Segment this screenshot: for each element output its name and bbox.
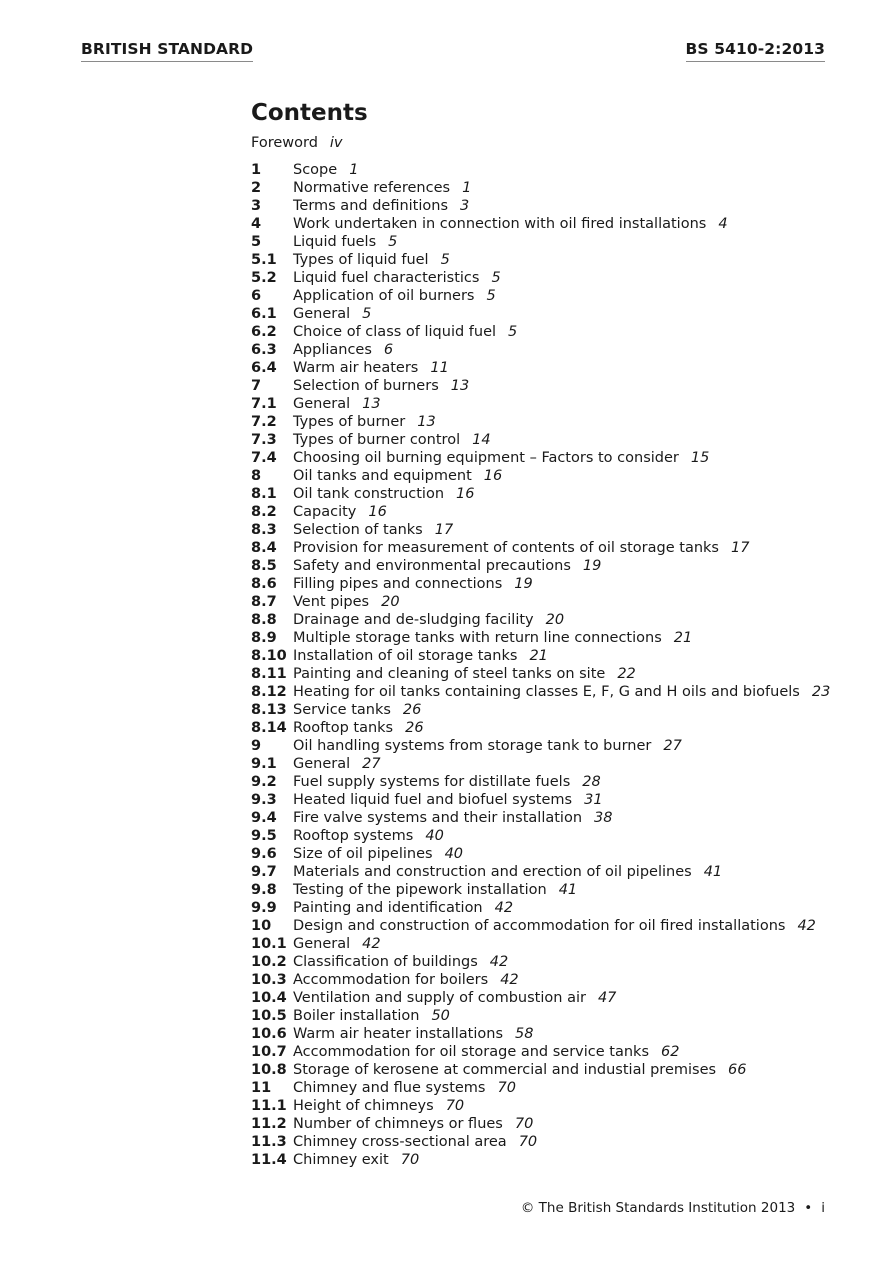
toc-entry-number: 10.3 [251,972,287,988]
toc-entry-title: Liquid fuel characteristics [293,270,480,286]
toc-entry-page: 5 [388,234,398,250]
toc-entry-title: Capacity [293,504,357,520]
toc-entry[interactable] [251,827,851,845]
toc-entry-number: 6.2 [251,324,277,340]
toc-entry-number: 8.13 [251,702,287,718]
toc-entry-page: 26 [405,720,424,736]
toc-entry[interactable] [251,1151,851,1169]
toc-entry-number: 7.3 [251,432,277,448]
toc-entry-title: Fire valve systems and their installation [293,810,583,826]
footer-bullet: • [804,1200,813,1216]
toc-entry[interactable] [251,503,851,521]
toc-entry-page: 3 [460,198,470,214]
toc-entry-number: 3 [251,198,262,214]
toc-entry-page: 41 [558,882,578,898]
toc-entry-number: 4 [251,216,262,232]
toc-entry[interactable] [251,1133,851,1151]
toc-entry[interactable] [251,287,851,305]
toc-entry-page: 4 [718,216,728,232]
toc-entry-page: 42 [494,900,514,916]
toc-entry[interactable] [251,161,851,179]
toc-entry[interactable] [251,395,851,413]
toc-foreword-page: iv [329,135,343,151]
toc-entry-page: 70 [518,1134,538,1150]
toc-entry-title: Types of burner control [293,432,461,448]
toc-entry[interactable] [251,413,851,431]
toc-entry-page: 16 [368,504,387,520]
toc-entry-title: Choosing oil burning equipment – Factors to consider [293,450,679,466]
toc-entry-number: 6 [251,288,262,304]
toc-entry-number: 6.3 [251,342,277,358]
toc-entry-title: Height of chimneys [293,1098,434,1114]
footer-copyright: © The British Standards Institution 2013 [520,1200,796,1216]
toc-entry-number: 9.7 [251,864,277,880]
toc-entry-number: 10.5 [251,1008,287,1024]
toc-entry-number: 7.4 [251,450,277,466]
toc-entry-title: Selection of tanks [293,522,423,538]
toc-foreword-label: Foreword [251,135,318,151]
toc-entry-title: Painting and cleaning of steel tanks on site [293,666,606,682]
toc-entry-page: 13 [450,378,470,394]
toc-entry-page: 17 [434,522,454,538]
toc-entry-number: 8.1 [251,486,277,502]
toc-entry-number: 10.6 [251,1026,287,1042]
toc-entry[interactable] [251,1043,851,1061]
toc-entry[interactable] [251,557,851,575]
toc-entry-page: 42 [362,936,381,952]
toc-entry-number: 11.3 [251,1134,287,1150]
toc-entry-title: Chimney cross-sectional area [293,1134,507,1150]
toc-entry-page: 21 [529,648,548,664]
toc-entry-title: Number of chimneys or flues [293,1116,503,1132]
toc-list [251,161,851,1169]
toc-entry-number: 9.8 [251,882,277,898]
toc-entry-page: 5 [362,306,372,322]
toc-entry-title: Accommodation for boilers [293,972,489,988]
toc-entry[interactable] [251,989,851,1007]
toc-entry-page: 50 [431,1008,450,1024]
page-footer [521,1199,825,1217]
toc-entry[interactable] [251,737,851,755]
header-document-number: BS 5410-2:2013 [686,40,825,62]
toc-entry-title: Testing of the pipework installation [293,882,547,898]
toc-entry[interactable] [251,215,851,233]
toc-entry-title: Types of liquid fuel [293,252,429,268]
toc-entry-title: Liquid fuels [293,234,377,250]
toc-entry[interactable] [251,971,851,989]
toc-entry-number: 8.9 [251,630,277,646]
toc-entry[interactable] [251,1097,851,1115]
toc-entry-page: 19 [582,558,602,574]
toc-entry[interactable] [251,593,851,611]
toc-entry-number: 9.6 [251,846,277,862]
toc-entry-page: 70 [400,1152,420,1168]
toc-entry[interactable] [251,863,851,881]
toc-entry[interactable] [251,935,851,953]
toc-entry-title: Boiler installation [293,1008,420,1024]
toc-entry-number: 2 [251,180,262,196]
toc-entry-title: Design and construction of accommodation for oil fired installations [293,918,786,934]
toc-entry-page: 70 [497,1080,516,1096]
toc-entry[interactable] [251,683,851,701]
toc-entry-page: 5 [440,252,450,268]
toc-entry[interactable] [251,467,851,485]
toc-entry[interactable] [251,521,851,539]
toc-entry-page: 27 [663,738,682,754]
toc-entry-number: 8.8 [251,612,277,628]
toc-entry-number: 11.2 [251,1116,287,1132]
toc-entry[interactable] [251,1115,851,1133]
toc-entry-title: Appliances [293,342,372,358]
toc-entry-title: Oil tanks and equipment [293,468,472,484]
toc-entry-title: Materials and construction and erection of oil pipelines [293,864,692,880]
toc-entry-page: 70 [445,1098,465,1114]
toc-entry[interactable] [251,377,851,395]
toc-entry[interactable] [251,665,851,683]
toc-entry-title: Fuel supply systems for distillate fuels [293,774,571,790]
toc-entry[interactable] [251,773,851,791]
toc-entry[interactable] [251,1007,851,1025]
toc-entry-number: 9.4 [251,810,277,826]
toc-entry[interactable] [251,1025,851,1043]
toc-entry-page: 40 [444,846,464,862]
toc-entry-title: Chimney and flue systems [293,1080,486,1096]
toc-entry-number: 9 [251,738,262,754]
toc-entry[interactable] [251,323,851,341]
toc-entry-number: 8.12 [251,684,287,700]
toc-entry-number: 9.2 [251,774,277,790]
toc-entry-page: 70 [514,1116,534,1132]
toc-entry-page: 20 [545,612,565,628]
toc-entry-number: 11 [251,1080,272,1096]
toc-entry-title: Multiple storage tanks with return line connections [293,630,662,646]
toc-entry-title: Chimney exit [293,1152,389,1168]
toc-entry-number: 7 [251,378,262,394]
toc-entry-page: 5 [508,324,518,340]
toc-entry-number: 5.1 [251,252,277,268]
toc-entry-page: 1 [349,162,359,178]
toc-entry-page: 31 [584,792,603,808]
toc-entry-page: 28 [582,774,601,790]
toc-entry-number: 1 [251,162,262,178]
toc-entry-title: General [293,936,351,952]
toc-entry[interactable] [251,881,851,899]
toc-entry-title: Size of oil pipelines [293,846,433,862]
toc-entry[interactable] [251,719,851,737]
toc-entry[interactable] [251,917,851,935]
toc-entry[interactable] [251,269,851,287]
toc-entry-page: 1 [462,180,472,196]
toc-entry-number: 8 [251,468,262,484]
toc-entry-title: Warm air heaters [293,360,419,376]
toc-entry-page: 14 [472,432,491,448]
toc-entry-page: 23 [811,684,831,700]
toc-entry-page: 17 [730,540,750,556]
toc-entry-page: 41 [703,864,723,880]
footer-page-number: i [821,1200,825,1216]
toc-entry-page: 21 [673,630,693,646]
toc-entry-page: 5 [486,288,496,304]
toc-entry[interactable] [251,251,851,269]
toc-entry-title: Oil handling systems from storage tank to burner [293,738,652,754]
toc-entry-title: Painting and identification [293,900,483,916]
toc-entry-title: Service tanks [293,702,391,718]
toc-entry-number: 6.4 [251,360,277,376]
toc-entry-title: Rooftop tanks [293,720,394,736]
toc-entry-number: 11.1 [251,1098,287,1114]
toc-entry-number: 10.8 [251,1062,287,1078]
toc-entry-page: 40 [425,828,444,844]
toc-entry-title: Filling pipes and connections [293,576,503,592]
toc-entry-title: Oil tank construction [293,486,445,502]
toc-entry[interactable] [251,809,851,827]
toc-entry[interactable] [251,575,851,593]
toc-entry-page: 15 [690,450,710,466]
toc-entry-page: 11 [430,360,449,376]
toc-entry-title: Rooftop systems [293,828,414,844]
toc-entry-title: Terms and definitions [293,198,449,214]
toc-entry-page: 5 [491,270,501,286]
toc-entry-page: 27 [362,756,381,772]
toc-entry[interactable] [251,953,851,971]
toc-entry[interactable] [251,485,851,503]
toc-entry-number: 7.2 [251,414,277,430]
toc-entry-number: 10.1 [251,936,287,952]
toc-entry-title: General [293,306,351,322]
toc-entry-title: Storage of kerosene at commercial and industial premises [293,1062,717,1078]
contents-title: Contents [251,100,368,126]
toc-entry-title: Drainage and de-sludging facility [293,612,534,628]
toc-entry-title: Choice of class of liquid fuel [293,324,497,340]
toc-entry[interactable] [251,539,851,557]
toc-entry-title: Vent pipes [293,594,370,610]
toc-entry[interactable] [251,701,851,719]
toc-entry-number: 8.4 [251,540,277,556]
toc-entry-number: 9.1 [251,756,277,772]
toc-entry[interactable] [251,197,851,215]
toc-entry-page: 20 [381,594,400,610]
toc-entry-page: 38 [594,810,613,826]
toc-entry[interactable] [251,305,851,323]
toc-entry[interactable] [251,899,851,917]
toc-entry-title: General [293,756,351,772]
toc-entry-page: 22 [617,666,636,682]
toc-entry-number: 8.7 [251,594,277,610]
table-of-contents [251,98,851,1169]
toc-entry-number: 9.5 [251,828,277,844]
toc-entry-number: 8.5 [251,558,277,574]
toc-entry[interactable] [251,845,851,863]
toc-entry-number: 8.6 [251,576,277,592]
toc-entry[interactable] [251,1079,851,1097]
toc-entry-title: Heating for oil tanks containing classes E, F, G and H oils and biofuels [293,684,800,700]
toc-entry-page: 13 [417,414,436,430]
toc-entry-number: 5 [251,234,262,250]
toc-entry[interactable] [251,791,851,809]
toc-entry-title: Selection of burners [293,378,439,394]
toc-entry-number: 7.1 [251,396,277,412]
toc-entry-number: 10 [251,918,272,934]
toc-entry-number: 8.10 [251,648,287,664]
toc-entry[interactable] [251,611,851,629]
toc-entry-number: 6.1 [251,306,277,322]
toc-entry-title: Heated liquid fuel and biofuel systems [293,792,573,808]
toc-entry-page: 42 [500,972,519,988]
toc-entry-number: 10.2 [251,954,287,970]
toc-entry-title: Types of burner [293,414,406,430]
toc-entry-title: Classification of buildings [293,954,478,970]
toc-entry-title: Work undertaken in connection with oil fired installations [293,216,707,232]
toc-entry-title: Ventilation and supply of combustion air [293,990,586,1006]
toc-entry-title: General [293,396,351,412]
toc-entry[interactable] [251,233,851,251]
toc-entry-page: 42 [489,954,509,970]
toc-entry-page: 16 [456,486,475,502]
toc-entry-page: 13 [362,396,381,412]
toc-entry-title: Warm air heater installations [293,1026,504,1042]
toc-entry-number: 11.4 [251,1152,287,1168]
toc-entry-page: 19 [514,576,533,592]
toc-entry-title: Application of oil burners [293,288,475,304]
toc-entry-number: 8.11 [251,666,287,682]
toc-entry-title: Scope [293,162,338,178]
toc-entry-page: 16 [483,468,503,484]
toc-entry-number: 10.7 [251,1044,287,1060]
toc-entry[interactable] [251,341,851,359]
toc-entry-number: 10.4 [251,990,287,1006]
toc-entry-number: 9.9 [251,900,277,916]
toc-entry-title: Installation of oil storage tanks [293,648,518,664]
toc-entry[interactable] [251,449,851,467]
toc-entry-number: 5.2 [251,270,277,286]
toc-entry[interactable] [251,647,851,665]
toc-entry-page: 62 [661,1044,680,1060]
toc-entry-page: 26 [402,702,422,718]
toc-entry-number: 8.2 [251,504,277,520]
toc-entry-page: 42 [797,918,816,934]
toc-entry-number: 8.3 [251,522,277,538]
toc-entry[interactable] [251,1061,851,1079]
toc-entry-number: 8.14 [251,720,287,736]
toc-entry-title: Provision for measurement of contents of oil storage tanks [293,540,719,556]
toc-foreword[interactable] [251,134,851,152]
toc-entry-title: Normative references [293,180,451,196]
toc-entry[interactable] [251,629,851,647]
toc-entry-title: Accommodation for oil storage and service tanks [293,1044,650,1060]
toc-entry[interactable] [251,359,851,377]
toc-entry-number: 9.3 [251,792,277,808]
header-standard-label: BRITISH STANDARD [81,40,253,62]
toc-entry-page: 47 [597,990,617,1006]
toc-entry-page: 6 [383,342,394,358]
toc-entry[interactable] [251,431,851,449]
toc-entry[interactable] [251,179,851,197]
toc-entry-title: Safety and environmental precautions [293,558,571,574]
toc-entry-page: 58 [515,1026,534,1042]
toc-entry-page: 66 [728,1062,747,1078]
toc-entry[interactable] [251,755,851,773]
